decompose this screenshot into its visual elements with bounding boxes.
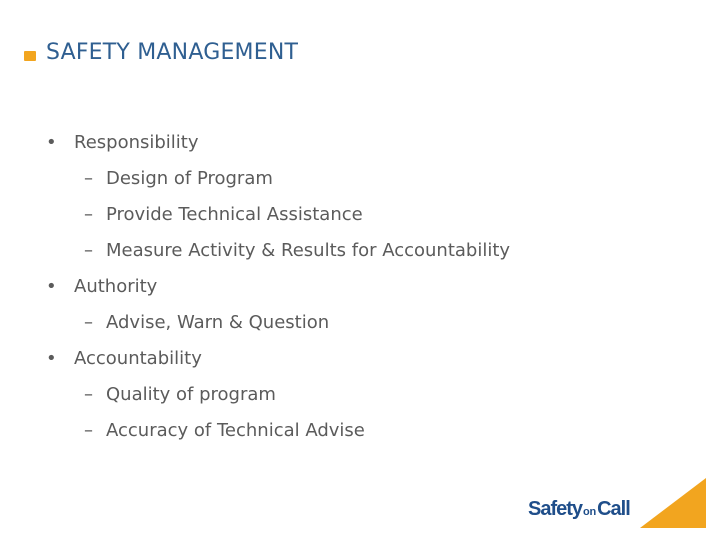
bullet-item-responsibility bbox=[46, 126, 686, 162]
logo-text-call: Call bbox=[597, 498, 630, 520]
subitem-label: Quality of program bbox=[106, 384, 276, 405]
dash-symbol: – bbox=[84, 240, 93, 261]
slide-title: SAFETY MANAGEMENT bbox=[46, 40, 299, 65]
corner-triangle-icon bbox=[640, 478, 706, 528]
subitem-quality-of-program bbox=[46, 378, 686, 414]
square-marker-icon bbox=[24, 51, 36, 61]
subitem-accuracy-of-technical-advise bbox=[46, 414, 686, 450]
bullet-item-authority bbox=[46, 270, 686, 306]
dash-symbol: – bbox=[84, 312, 93, 333]
dash-symbol: – bbox=[84, 204, 93, 225]
bullet-symbol: • bbox=[46, 132, 57, 153]
bullet-label: Responsibility bbox=[74, 132, 199, 153]
subitem-provide-technical-assistance bbox=[46, 198, 686, 234]
subitem-label: Advise, Warn & Question bbox=[106, 312, 330, 333]
subitem-measure-activity bbox=[46, 234, 686, 270]
title-row bbox=[24, 40, 298, 65]
bullet-item-accountability bbox=[46, 342, 686, 378]
bullet-label: Accountability bbox=[74, 348, 202, 369]
subitem-label: Measure Activity & Results for Accountability bbox=[106, 240, 511, 261]
bullet-symbol: • bbox=[46, 276, 57, 297]
subitem-label: Accuracy of Technical Advise bbox=[106, 420, 365, 441]
subitem-label: Design of Program bbox=[106, 168, 273, 189]
bullet-list bbox=[46, 126, 686, 450]
logo-text-safety: Safety bbox=[528, 498, 583, 520]
bullet-symbol: • bbox=[46, 348, 57, 369]
dash-symbol: – bbox=[84, 168, 93, 189]
bullet-label: Authority bbox=[74, 276, 158, 297]
dash-symbol: – bbox=[84, 384, 93, 405]
dash-symbol: – bbox=[84, 420, 93, 441]
subitem-design-of-program bbox=[46, 162, 686, 198]
safety-on-call-logo bbox=[528, 498, 630, 521]
logo-text-on: on bbox=[583, 506, 597, 518]
subitem-advise-warn-question bbox=[46, 306, 686, 342]
subitem-label: Provide Technical Assistance bbox=[106, 204, 363, 225]
